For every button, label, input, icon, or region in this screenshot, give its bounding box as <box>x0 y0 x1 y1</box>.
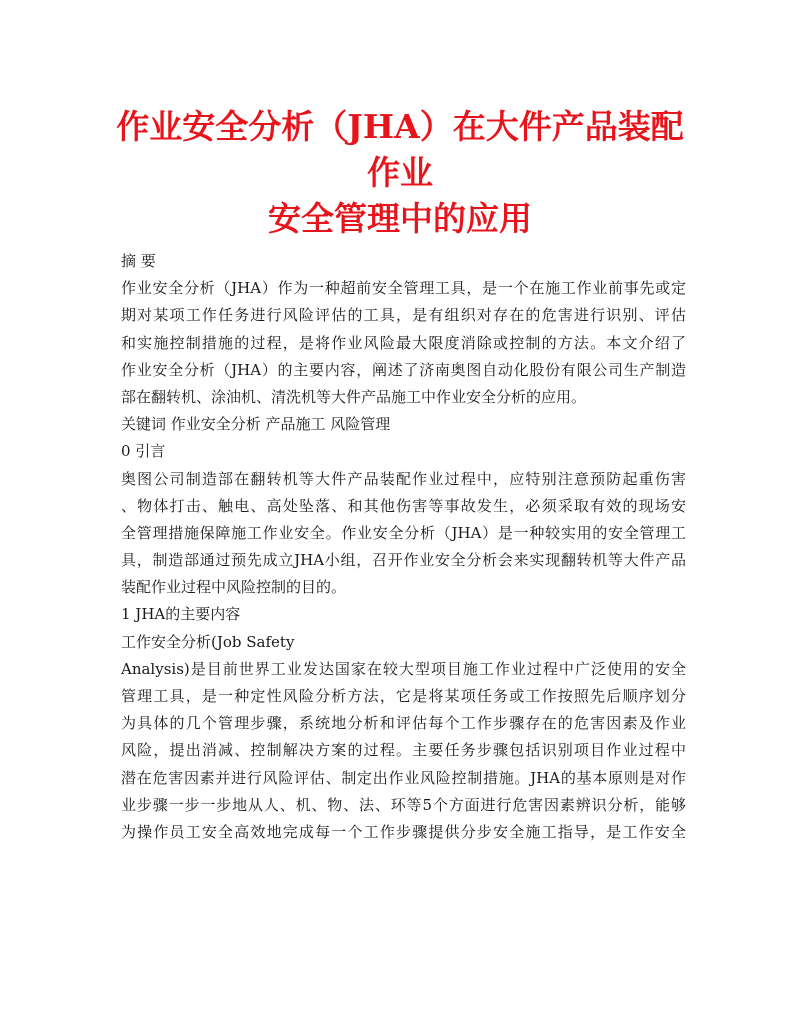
section-0-line: 具，制造部通过预先成立JHA小组，召开作业安全分析会来实现翻转机等大件产品 <box>121 551 686 570</box>
section-0-heading: 0 引言 <box>121 442 166 461</box>
abstract-line: 和实施控制措施的过程，是将作业风险最大限度消除或控制的方法。本文介绍了 <box>121 333 686 352</box>
abstract-line: 期对某项工作任务进行风险评估的工具，是有组织对存在的危害进行识别、评估 <box>121 306 686 325</box>
section-1-line: 风险，提出消减、控制解决方案的过程。主要任务步骤包括识别项目作业过程中 <box>121 741 686 760</box>
section-1-line: 为具体的几个管理步骤，系统地分析和评估每个工作步骤存在的危害因素及作业 <box>121 714 686 733</box>
abstract-line: 作业安全分析（JHA）作为一种超前安全管理工具，是一个在施工作业前事先或定 <box>121 279 686 298</box>
keywords-line: 关键词 作业安全分析 产品施工 风险管理 <box>121 415 391 434</box>
section-1-line: 潜在危害因素并进行风险评估、制定出作业风险控制措施。JHA的基本原则是对作 <box>121 768 686 787</box>
section-0-line: 、物体打击、触电、高处坠落、和其他伤害等事故发生，必须采取有效的现场安 <box>121 496 686 515</box>
section-1-line: 管理工具，是一种定性风险分析方法，它是将某项任务或工作按照先后顺序划分 <box>121 687 686 705</box>
section-1-line: 为操作员工安全高效地完成每一个工作步骤提供分步安全施工指导，是工作安全 <box>121 822 686 841</box>
document-title <box>100 104 700 242</box>
abstract-line: 作业安全分析（JHA）的主要内容，阐述了济南奥图自动化股份有限公司生产制造 <box>121 360 686 379</box>
section-1-line: 工作安全分析(Job Safety <box>121 632 295 651</box>
section-0-line: 全管理措施保障施工作业安全。作业安全分析（JHA）是一种较实用的安全管理工 <box>121 523 686 542</box>
title-line-1: 作业安全分析（JHA）在大件产品装配作业 <box>116 107 684 192</box>
section-0-line: 装配作业过程中风险控制的目的。 <box>121 578 347 597</box>
abstract-heading: 摘 要 <box>121 252 156 270</box>
section-1-line: Analysis)是目前世界工业发达国家在较大型项目施工作业过程中广泛使用的安全 <box>121 659 686 678</box>
section-1-heading: 1 JHA的主要内容 <box>121 605 241 624</box>
document-body <box>121 248 686 846</box>
section-0-line: 奥图公司制造部在翻转机等大件产品装配作业过程中，应特别注意预防起重伤害 <box>121 469 686 488</box>
abstract-line: 部在翻转机、涂油机、清洗机等大件产品施工中作业安全分析的应用。 <box>121 387 587 406</box>
section-1-line: 业步骤一步一步地从人、机、物、法、环等5个方面进行危害因素辨识分析，能够 <box>121 795 686 814</box>
title-line-2: 安全管理中的应用 <box>268 199 532 238</box>
